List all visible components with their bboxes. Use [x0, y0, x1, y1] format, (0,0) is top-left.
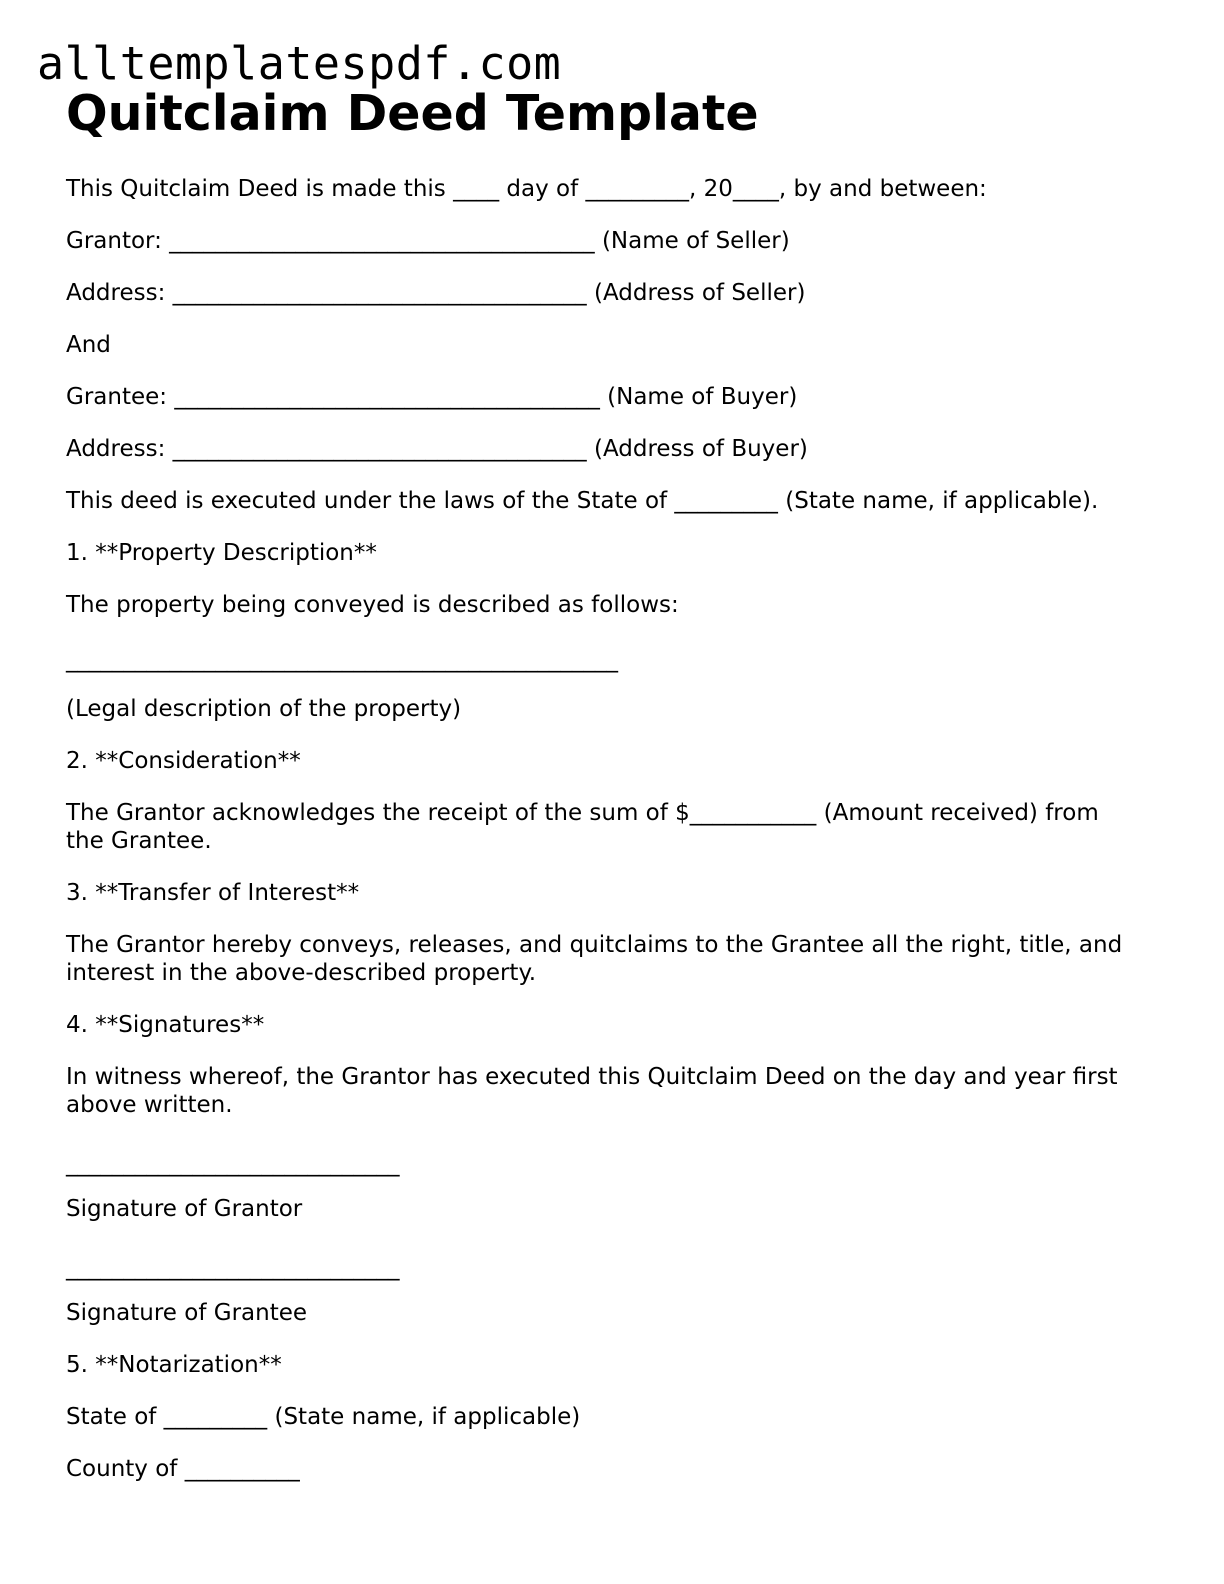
and-label: And	[66, 332, 111, 358]
property-description-note: (Legal description of the property)	[66, 696, 462, 722]
grantee-address-line: Address: ____________________________________ (Address of Buyer)	[66, 436, 808, 462]
grantor-line: Grantor: _____________________________________ (Name of Seller)	[66, 228, 790, 254]
grantee-line: Grantee: _____________________________________ (Name of Buyer)	[66, 384, 798, 410]
section-heading-notarization: 5. **Notarization**	[66, 1352, 282, 1378]
notary-state-line: State of _________ (State name, if applicable)	[66, 1404, 581, 1430]
transfer-text: The Grantor hereby conveys, releases, and quitclaims to the Grantee all the right, title, and interest in the above-described property.	[66, 932, 1123, 986]
grantor-signature-label: Signature of Grantor	[66, 1196, 303, 1222]
grantor-address-line: Address: ____________________________________ (Address of Seller)	[66, 280, 806, 306]
section-heading-signatures: 4. **Signatures**	[66, 1012, 265, 1038]
page-title: Quitclaim Deed Template	[66, 85, 759, 142]
grantor-signature-blank: _____________________________	[66, 1151, 400, 1177]
site-watermark: alltemplatespdf.com	[37, 37, 562, 90]
property-description-blank: ________________________________________________	[66, 647, 618, 673]
consideration-text: The Grantor acknowledges the receipt of the sum of $___________ (Amount received) from the Grantee.	[66, 800, 1099, 854]
section-heading-consideration: 2. **Consideration**	[66, 748, 301, 774]
intro-line: This Quitclaim Deed is made this ____ day of _________, 20____, by and between:	[66, 176, 987, 202]
governing-law-line: This deed is executed under the laws of the State of _________ (State name, if applicable).	[66, 488, 1099, 514]
grantee-signature-blank: _____________________________	[66, 1255, 400, 1281]
property-intro-text: The property being conveyed is described as follows:	[66, 592, 679, 618]
section-heading-transfer: 3. **Transfer of Interest**	[66, 880, 360, 906]
notary-county-line: County of __________	[66, 1456, 300, 1482]
grantee-signature-label: Signature of Grantee	[66, 1300, 308, 1326]
section-heading-property: 1. **Property Description**	[66, 540, 377, 566]
signatures-text: In witness whereof, the Grantor has executed this Quitclaim Deed on the day and year first above written.	[66, 1064, 1118, 1118]
